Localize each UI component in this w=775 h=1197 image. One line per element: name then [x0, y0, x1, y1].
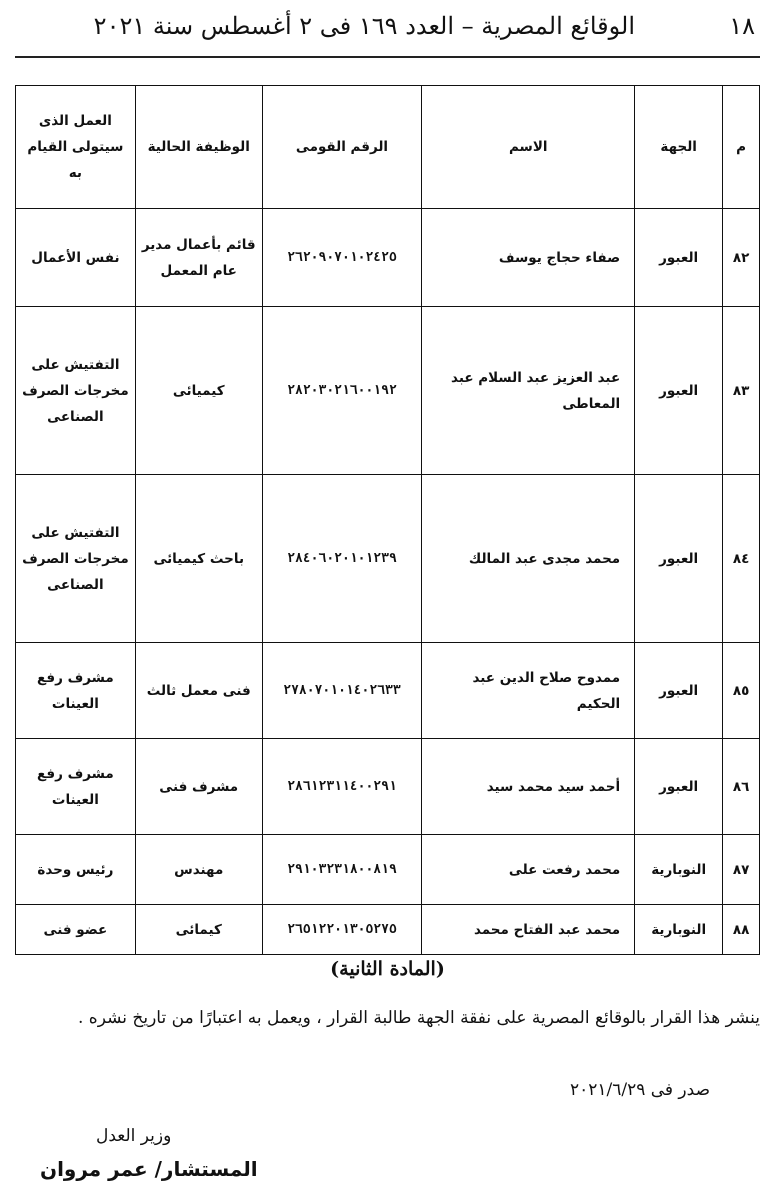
- cell-national-id: ٢٨٢٠٣٠٢١٦٠٠١٩٢: [262, 307, 422, 475]
- table-row: [16, 643, 760, 739]
- personnel-table: [15, 85, 760, 955]
- header-title: الوقائع المصرية – العدد ١٦٩ فى ٢ أغسطس سنة ٢٠٢١: [93, 12, 635, 40]
- table-row: [16, 835, 760, 905]
- header-name: الاسم: [422, 86, 635, 209]
- cell-current-job: قائم بأعمال مدير عام المعمل: [135, 209, 262, 307]
- cell-national-id: ٢٦٥١٢٢٠١٣٠٥٢٧٥: [262, 905, 422, 955]
- table-header-row: [16, 86, 760, 209]
- cell-entity: العبور: [635, 209, 723, 307]
- cell-name: محمد مجدى عبد المالك: [422, 475, 635, 643]
- cell-entity: العبور: [635, 475, 723, 643]
- cell-serial: ٨٨: [723, 905, 760, 955]
- minister-title: وزير العدل: [96, 1126, 172, 1146]
- cell-assigned-work: رئيس وحدة: [16, 835, 136, 905]
- cell-name: أحمد سيد محمد سيد: [422, 739, 635, 835]
- cell-assigned-work: التفتيش على مخرجات الصرف الصناعى: [16, 307, 136, 475]
- cell-serial: ٨٤: [723, 475, 760, 643]
- cell-name: ممدوح صلاح الدين عبد الحكيم: [422, 643, 635, 739]
- cell-serial: ٨٢: [723, 209, 760, 307]
- cell-name: محمد رفعت على: [422, 835, 635, 905]
- cell-serial: ٨٣: [723, 307, 760, 475]
- cell-national-id: ٢٦٢٠٩٠٧٠١٠٢٤٢٥: [262, 209, 422, 307]
- cell-name: صفاء حجاج يوسف: [422, 209, 635, 307]
- cell-serial: ٨٦: [723, 739, 760, 835]
- cell-entity: النوبارية: [635, 835, 723, 905]
- cell-national-id: ٢٧٨٠٧٠١٠١٤٠٢٦٣٣: [262, 643, 422, 739]
- table-row: [16, 739, 760, 835]
- cell-assigned-work: نفس الأعمال: [16, 209, 136, 307]
- cell-current-job: مشرف فنى: [135, 739, 262, 835]
- article-heading: (المادة الثانية): [330, 958, 445, 980]
- cell-entity: العبور: [635, 739, 723, 835]
- cell-national-id: ٢٨٤٠٦٠٢٠١٠١٢٣٩: [262, 475, 422, 643]
- cell-assigned-work: مشرف رفع العينات: [16, 643, 136, 739]
- cell-name: محمد عبد الفتاح محمد: [422, 905, 635, 955]
- cell-serial: ٨٧: [723, 835, 760, 905]
- cell-entity: النوبارية: [635, 905, 723, 955]
- cell-current-job: مهندس: [135, 835, 262, 905]
- page-header: [20, 10, 755, 44]
- header-serial: م: [723, 86, 760, 209]
- cell-current-job: كيمائى: [135, 905, 262, 955]
- cell-entity: العبور: [635, 307, 723, 475]
- cell-current-job: باحث كيميائى: [135, 475, 262, 643]
- table-row: [16, 307, 760, 475]
- article-text: ينشر هذا القرار بالوقائع المصرية على نفقة الجهة طالبة القرار ، ويعمل به اعتبارًا من تاريخ نشره .: [78, 1008, 760, 1028]
- cell-assigned-work: مشرف رفع العينات: [16, 739, 136, 835]
- cell-current-job: فنى معمل ثالث: [135, 643, 262, 739]
- table-row: [16, 905, 760, 955]
- cell-national-id: ٢٨٦١٢٣١١٤٠٠٢٩١: [262, 739, 422, 835]
- personnel-table-container: [15, 85, 760, 955]
- page-number: ١٨: [729, 12, 755, 40]
- cell-assigned-work: عضو فنى: [16, 905, 136, 955]
- cell-national-id: ٢٩١٠٣٢٣١٨٠٠٨١٩: [262, 835, 422, 905]
- cell-serial: ٨٥: [723, 643, 760, 739]
- cell-entity: العبور: [635, 643, 723, 739]
- cell-current-job: كيميائى: [135, 307, 262, 475]
- issue-date: صدر فى ٢٠٢١/٦/٢٩: [569, 1080, 710, 1100]
- header-assigned-work: العمل الذى سيتولى القيام به: [16, 86, 136, 209]
- header-divider: [15, 56, 760, 58]
- cell-assigned-work: التفتيش على مخرجات الصرف الصناعى: [16, 475, 136, 643]
- table-row: [16, 475, 760, 643]
- header-national-id: الرقم القومى: [262, 86, 422, 209]
- table-row: [16, 209, 760, 307]
- signatory-name: المستشار/ عمر مروان: [40, 1157, 258, 1181]
- header-entity: الجهة: [635, 86, 723, 209]
- header-current-job: الوظيفة الحالية: [135, 86, 262, 209]
- cell-name: عبد العزيز عبد السلام عبد المعاطى: [422, 307, 635, 475]
